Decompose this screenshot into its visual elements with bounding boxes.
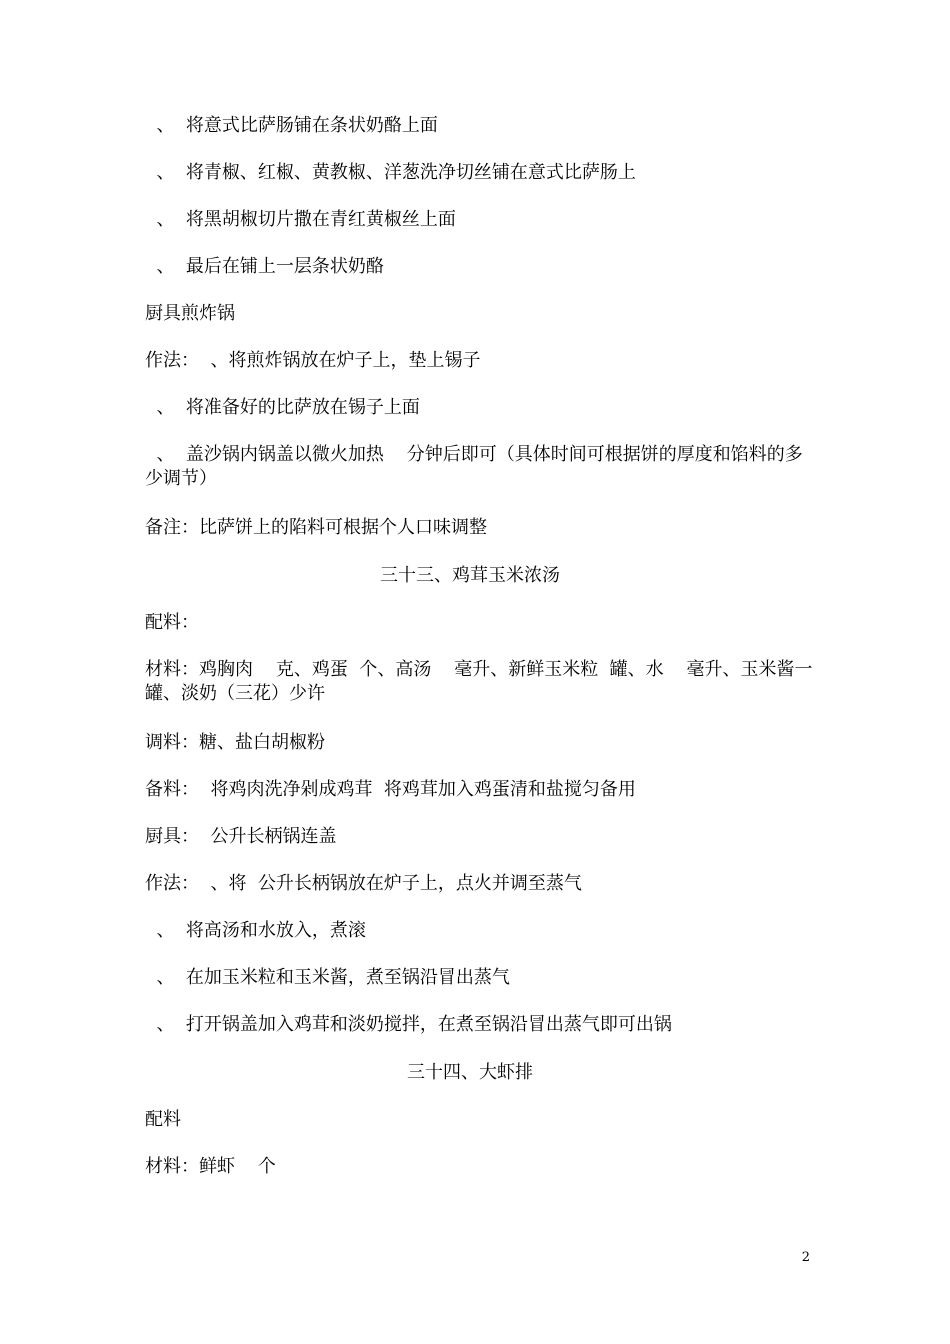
ingredients-heading: 配料 [145, 1109, 181, 1130]
step-line: 、 最后在铺上一层条状奶酪 [145, 256, 384, 277]
seasoning-line: 调料：糖、盐白胡椒粉 [145, 732, 325, 753]
step-line: 、 盖沙锅内锅盖以微火加热 分钟后即可（具体时间可根据饼的厚度和馅料的多少调节） [145, 444, 803, 489]
step-line: 、 将高汤和水放入，煮滚 [145, 920, 366, 941]
preparation-line: 备料： 将鸡肉洗净剁成鸡茸 将鸡茸加入鸡蛋清和盐搅匀备用 [145, 779, 636, 800]
note-line: 备注：比萨饼上的陷料可根据个人口味调整 [145, 517, 487, 538]
section-title: 三十四、大虾排 [407, 1062, 533, 1083]
materials-line: 材料：鲜虾 个 [145, 1156, 276, 1177]
step-line: 、 将准备好的比萨放在锡子上面 [145, 397, 420, 418]
step-line: 、 打开锅盖加入鸡茸和淡奶搅拌，在煮至锅沿冒出蒸气即可出锅 [145, 1014, 672, 1035]
step-line: 、 将青椒、红椒、黄教椒、洋葱洗净切丝铺在意式比萨肠上 [145, 162, 636, 183]
method-line: 作法： 、将煎炸锅放在炉子上，垫上锡子 [145, 350, 481, 371]
materials-line: 材料：鸡胸肉 克、鸡蛋 个、高汤 毫升、新鲜玉米粒 罐、水 毫升、玉米酱一罐、淡奶（三花）少许 [145, 659, 813, 704]
step-line: 、 在加玉米粒和玉米酱，煮至锅沿冒出蒸气 [145, 967, 510, 988]
method-line: 作法： 、将 公升长柄锅放在炉子上，点火并调至蒸气 [145, 873, 582, 894]
step-line: 、 将意式比萨肠铺在条状奶酪上面 [145, 115, 438, 136]
section-title: 三十三、鸡茸玉米浓汤 [380, 565, 560, 586]
cookware-line: 厨具煎炸锅 [145, 303, 235, 324]
step-line: 、 将黑胡椒切片撒在青红黄椒丝上面 [145, 209, 456, 230]
page-number: 2 [801, 1250, 810, 1265]
cookware-line: 厨具： 公升长柄锅连盖 [145, 826, 337, 847]
ingredients-heading: 配料： [145, 612, 199, 633]
